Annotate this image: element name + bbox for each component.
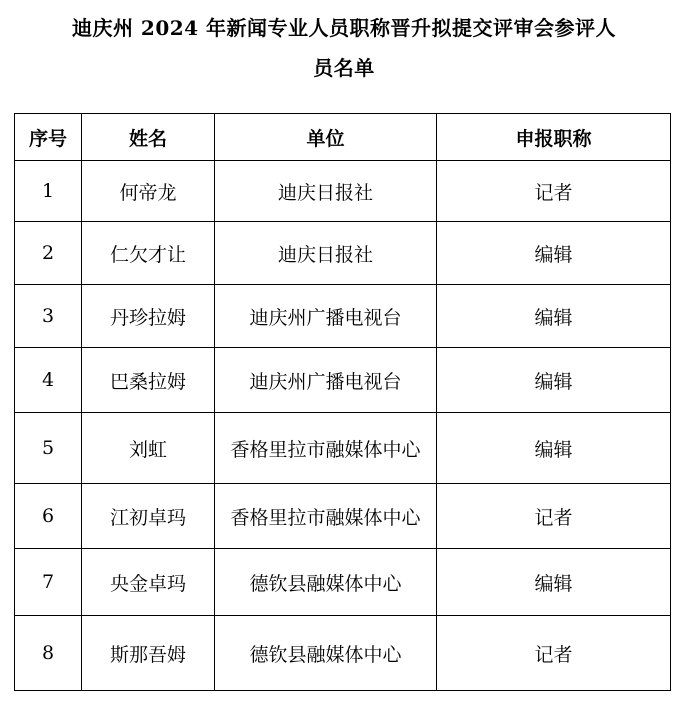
cell-index: 4: [15, 348, 82, 413]
cell-title: 编辑: [437, 285, 671, 348]
cell-unit: 迪庆州广播电视台: [215, 285, 437, 348]
table-row: [15, 161, 671, 222]
cell-index: 6: [15, 484, 82, 549]
table-row: [15, 549, 671, 616]
table-row: [15, 413, 671, 484]
cell-name: 仁欠才让: [82, 222, 215, 285]
cell-unit: 迪庆日报社: [215, 161, 437, 222]
cell-title: 记者: [437, 484, 671, 549]
document-title-line-2: 员名单: [313, 56, 375, 80]
cell-unit: 德钦县融媒体中心: [215, 616, 437, 691]
cell-name: 何帝龙: [82, 161, 215, 222]
document-title: [0, 8, 688, 88]
cell-unit: 迪庆日报社: [215, 222, 437, 285]
cell-title: 编辑: [437, 348, 671, 413]
cell-unit: 迪庆州广播电视台: [215, 348, 437, 413]
cell-name: 央金卓玛: [82, 549, 215, 616]
cell-index: 2: [15, 222, 82, 285]
header-name: 姓名: [82, 114, 215, 161]
cell-index: 5: [15, 413, 82, 484]
cell-index: 1: [15, 161, 82, 222]
cell-index: 7: [15, 549, 82, 616]
table-header-row: [15, 114, 671, 161]
cell-title: 记者: [437, 161, 671, 222]
table-row: [15, 484, 671, 549]
cell-index: 3: [15, 285, 82, 348]
header-unit: 单位: [215, 114, 437, 161]
table-row: [15, 348, 671, 413]
cell-title: 编辑: [437, 413, 671, 484]
cell-title: 编辑: [437, 222, 671, 285]
cell-index: 8: [15, 616, 82, 691]
candidate-table: [14, 113, 671, 691]
cell-unit: 德钦县融媒体中心: [215, 549, 437, 616]
cell-title: 编辑: [437, 549, 671, 616]
header-title: 申报职称: [437, 114, 671, 161]
cell-unit: 香格里拉市融媒体中心: [215, 413, 437, 484]
cell-name: 江初卓玛: [82, 484, 215, 549]
cell-name: 巴桑拉姆: [82, 348, 215, 413]
table-row: [15, 222, 671, 285]
cell-title: 记者: [437, 616, 671, 691]
header-index: 序号: [15, 114, 82, 161]
table-row: [15, 285, 671, 348]
cell-unit: 香格里拉市融媒体中心: [215, 484, 437, 549]
cell-name: 刘虹: [82, 413, 215, 484]
document-title-line-1: 迪庆州 2024 年新闻专业人员职称晋升拟提交评审会参评人: [71, 16, 617, 40]
cell-name: 斯那吾姆: [82, 616, 215, 691]
cell-name: 丹珍拉姆: [82, 285, 215, 348]
table-row: [15, 616, 671, 691]
